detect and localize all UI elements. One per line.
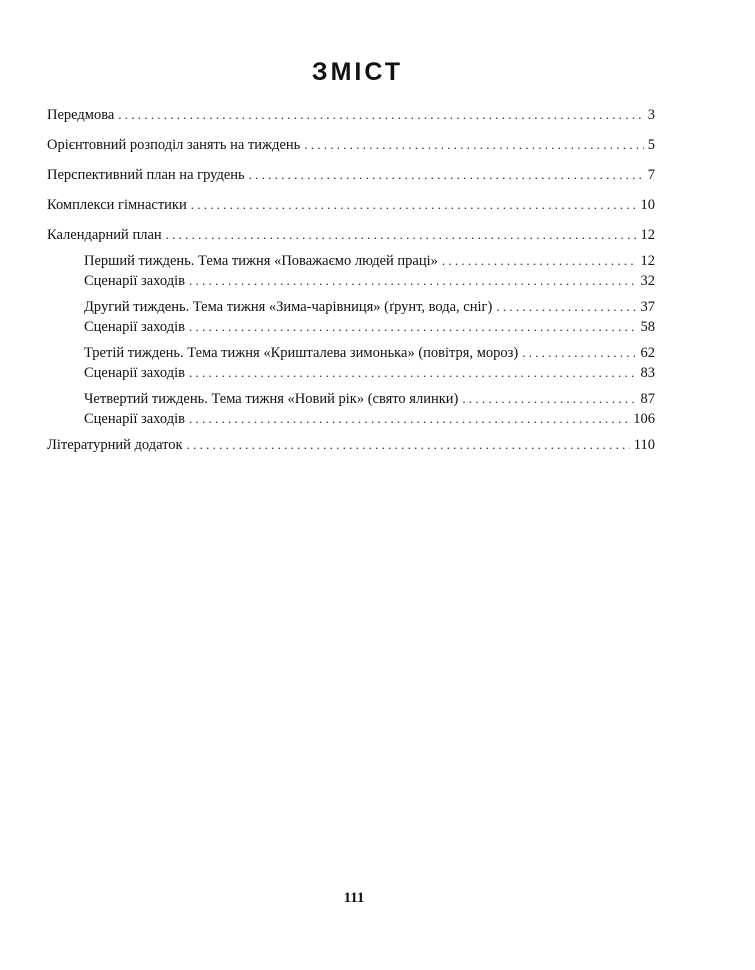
toc-entry-label: Перспективний план на грудень (47, 167, 245, 183)
toc-subentry-week-3 (84, 343, 655, 363)
dot-leader (304, 135, 643, 155)
dot-leader (189, 271, 637, 291)
toc-entry-page: 58 (640, 319, 655, 335)
dot-leader (166, 225, 637, 245)
toc-entry-page: 87 (640, 391, 655, 407)
toc-entry-page: 5 (647, 137, 655, 153)
toc-entry-page: 10 (640, 197, 655, 213)
toc-entry-label: Третій тиждень. Тема тижня «Кришталева зимонька» (повітря, мороз) (84, 345, 519, 361)
toc-subentry-week-2-scenarios (84, 317, 655, 337)
toc-entry-page: 7 (647, 167, 655, 183)
dot-leader (462, 389, 636, 409)
toc-entry-label: Календарний план (47, 227, 162, 243)
toc-entry-label: Орієнтовний розподіл занять на тиждень (47, 137, 301, 153)
dot-leader (522, 343, 636, 363)
toc-entry-label: Другий тиждень. Тема тижня «Зима-чарівниця» (ґрунт, вода, сніг) (84, 299, 493, 315)
toc-entry-label: Перший тиждень. Тема тижня «Поважаємо людей праці» (84, 253, 438, 269)
toc-entry-page: 83 (640, 365, 655, 381)
toc-subentry-week-2 (84, 297, 655, 317)
page-title: ЗМІСТ (311, 58, 404, 86)
toc-entry-page: 106 (633, 411, 655, 427)
dot-leader (187, 435, 630, 455)
toc-entry-page: 62 (640, 345, 655, 361)
page-number: 111 (343, 890, 365, 906)
toc-entry-label: Передмова (47, 107, 115, 123)
toc-entry-page: 32 (640, 273, 655, 289)
dot-leader (249, 165, 644, 185)
dot-leader (189, 409, 629, 429)
dot-leader (118, 105, 643, 125)
toc-entry-page: 12 (640, 253, 655, 269)
toc-entry-label: Четвертий тиждень. Тема тижня «Новий рік» (свято ялинки) (84, 391, 459, 407)
toc-entry-label: Сценарії заходів (84, 319, 185, 335)
dot-leader (496, 297, 636, 317)
toc-entry-calendar-plan (47, 225, 655, 245)
toc-entry-label: Комплекси гімнастики (47, 197, 187, 213)
toc-entry-page: 110 (633, 437, 655, 453)
table-of-contents (47, 105, 655, 455)
toc-entry-literary-appendix (47, 435, 655, 455)
toc-entry-gymnastics (47, 195, 655, 215)
toc-entry-perspective-plan (47, 165, 655, 185)
toc-subentry-week-4 (84, 389, 655, 409)
dot-leader (189, 317, 637, 337)
toc-subentry-week-1-scenarios (84, 271, 655, 291)
dot-leader (442, 251, 637, 271)
toc-subentry-week-1 (84, 251, 655, 271)
toc-subentry-week-3-scenarios (84, 363, 655, 383)
toc-entry-label: Сценарії заходів (84, 273, 185, 289)
toc-entry-page: 37 (640, 299, 655, 315)
toc-entry-weekly-schedule (47, 135, 655, 155)
toc-entry-label: Літературний додаток (47, 437, 183, 453)
toc-entry-page: 3 (647, 107, 655, 123)
toc-entry-preface (47, 105, 655, 125)
toc-subentry-week-4-scenarios (84, 409, 655, 429)
toc-entry-page: 12 (640, 227, 655, 243)
toc-entry-label: Сценарії заходів (84, 411, 185, 427)
dot-leader (191, 195, 637, 215)
toc-entry-label: Сценарії заходів (84, 365, 185, 381)
dot-leader (189, 363, 637, 383)
